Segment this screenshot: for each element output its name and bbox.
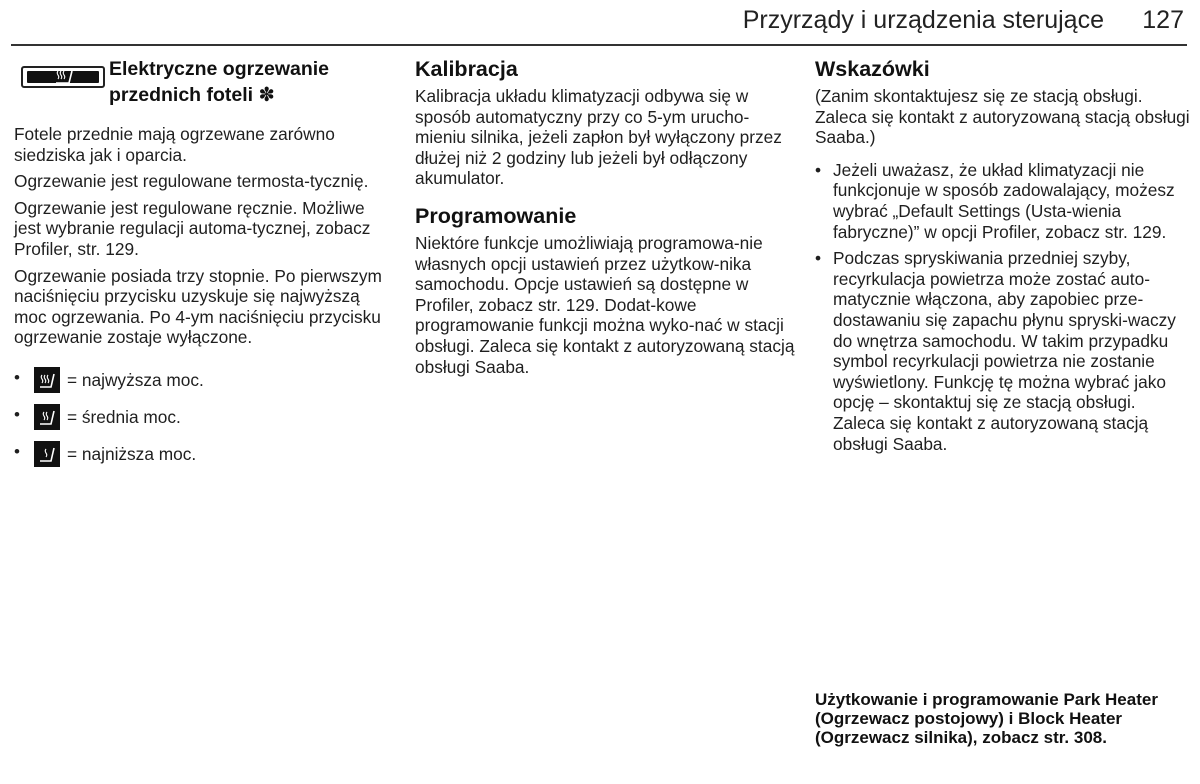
list-item: • = najniższa moc. (14, 440, 389, 468)
level-label: = średnia moc. (67, 406, 181, 427)
level-label: = najwyższa moc. (67, 369, 204, 390)
paragraph: Ogrzewanie jest regulowane ręcznie. Możliwe jest wybranie regulacji automa-tycznej, zobacz Profiler, str. 129. (14, 197, 371, 259)
section-title: Przyrządy i urządzenia sterujące (742, 6, 1104, 34)
calibration-text: Kalibracja układu klimatyzacji odbywa się w sposób automatyczny przy co 5-ym urucho-mieniu silnika, jeżeli zapłon był wyłączony przez dłużej niż 2 godziny lub jeżeli był odłączony akumulator. (415, 86, 782, 189)
park-heater-reference: Użytkowanie i programowanie Park Heater (Ogrzewacz postojowy) i Block Heater (Ogrzewacz silnika), zobacz str. 308. (815, 690, 1158, 747)
paragraph: Ogrzewanie posiada trzy stopnie. Po pierwszym naciśnięciu przycisku uzyskuje się najwyższą moc ogrzewania. Po 4-ym naciśnięciu przycisku ogrzewanie zostaje wyłączone. (14, 265, 382, 348)
tips-intro: (Zanim skontaktujesz się ze stacją obsługi. Zaleca się kontakt z autoryzowaną stacją obsługi Saaba.) (815, 86, 1190, 148)
seat-heater-icon (53, 69, 75, 85)
calibration-heading: Kalibracja (415, 57, 518, 81)
page-header (0, 0, 1200, 44)
seat-heating-heading: Elektryczne ogrzewanie przednich foteli ✽ (109, 58, 330, 106)
header-divider (11, 44, 1187, 46)
list-item: • = najwyższa moc. (14, 366, 389, 394)
seat-heater-button-illustration (21, 66, 105, 88)
level-label: = najniższa moc. (67, 443, 197, 464)
programming-text: Niektóre funkcje umożliwiają programowa-nie własnych opcji ustawień przez użytkow-nika samochodu. Opcje ustawień są dostępne w Profiler, zobacz str. 129. Dodat-kowe programowanie funkcji można wyko-nać w stacji obsługi. Zaleca się kontakt z autoryzowaną stacją obsługi Saaba. (415, 232, 795, 377)
paragraph: Ogrzewanie jest regulowane termosta-tycznię. (14, 171, 369, 192)
tips-heading: Wskazówki (815, 57, 930, 81)
column-calibration (415, 56, 795, 377)
column-tips (815, 56, 1190, 460)
tips-list (815, 160, 1190, 454)
seat-heat-low-icon (34, 441, 60, 467)
programming-heading: Programowanie (415, 203, 577, 228)
column-seat-heating (14, 56, 389, 477)
list-item: • Podczas spryskiwania przedniej szyby, recyrkulacja powietrza może zostać auto-matycznie włączona, aby zapobiec prze-dostawaniu się zapachu płynu spryski-waczy do wnętrza samochodu. W takim przypadku symbol recyrkulacji powietrza nie zostanie wyświetlony. Funkcję tę można wybrać jako opcję – skontaktuj się ze stacją obsługi. Zaleca się kontakt z autoryzowaną stacją obsługi Saaba. (815, 248, 1190, 454)
heat-levels-list (14, 366, 389, 468)
paragraph: Fotele przednie mają ogrzewane zarówno siedziska jak i oparcia. (14, 124, 335, 165)
list-item: • Jeżeli uważasz, że układ klimatyzacji nie funkcjonuje w sposób zadowalający, możesz wybrać „Default Settings (Usta-wienia fabryczne)” w opcji Profiler, zobacz str. 129. (815, 160, 1190, 242)
seat-heat-medium-icon (34, 404, 60, 430)
seat-heating-heading-block (14, 56, 389, 110)
page-number: 127 (1142, 6, 1184, 34)
list-item: • = średnia moc. (14, 403, 389, 431)
seat-heat-high-icon (34, 367, 60, 393)
